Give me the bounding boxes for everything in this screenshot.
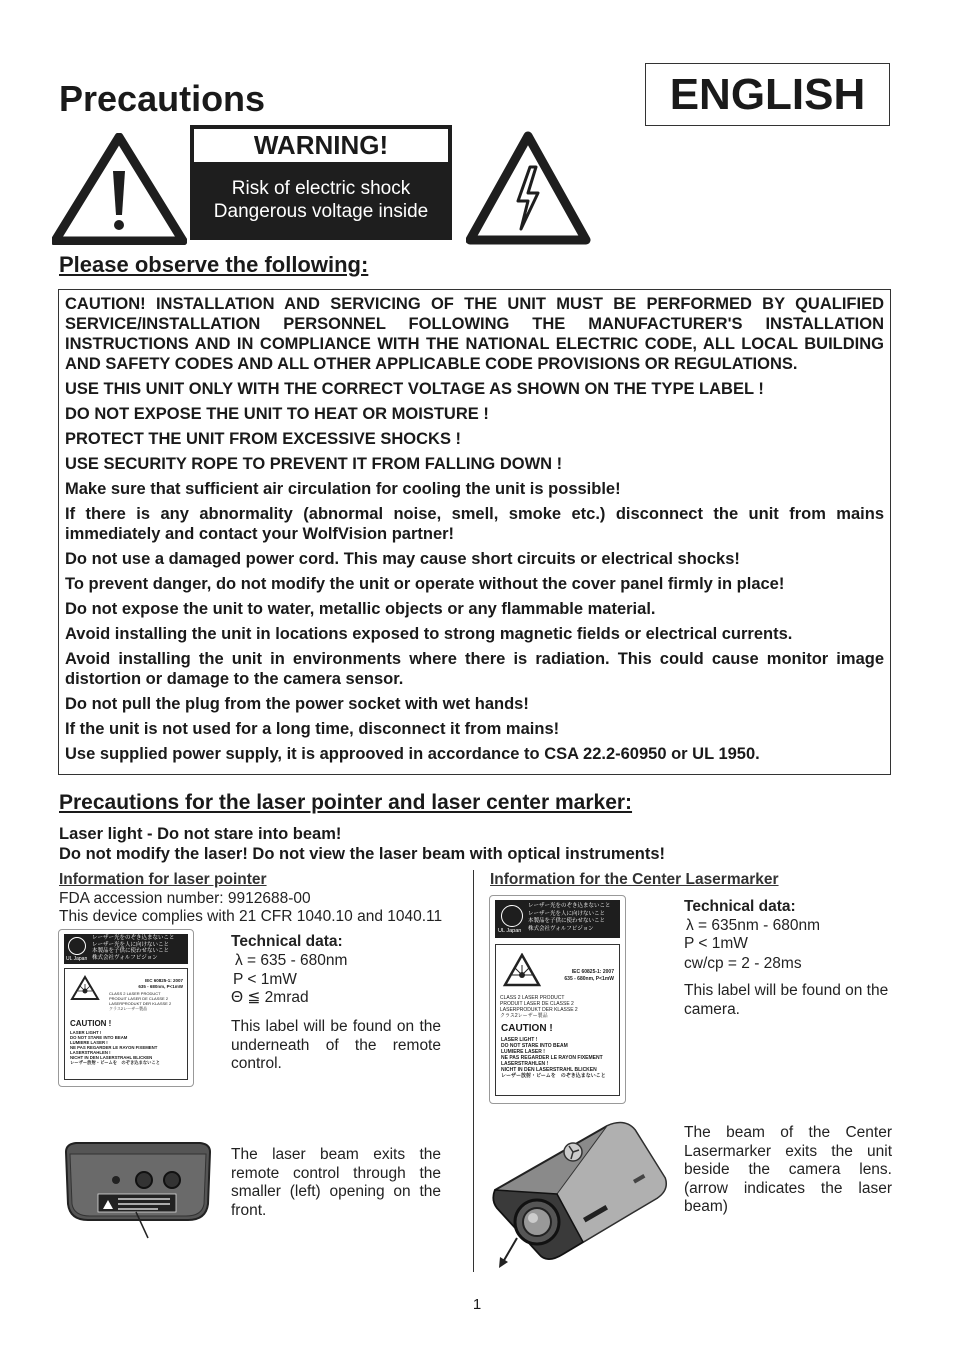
observe-heading: Please observe the following: <box>59 252 369 277</box>
label-class: クラス2レーザー製品 <box>109 1006 148 1011</box>
caution-item: USE SECURITY ROPE TO PREVENT IT FROM FALLING DOWN ! <box>65 455 563 473</box>
label-jp-line: レーザー光をのぞき込まないこと <box>92 935 175 941</box>
caution-item: Do not expose the unit to water, metallic objects or any flammable material. <box>65 600 656 618</box>
caution-item: Avoid installing the unit in environments where there is radiation. This could cause monitor image distortion or damage to the camera sensor. <box>65 650 884 688</box>
lasermarker-label-image <box>489 895 626 1104</box>
label-range: 635 - 680nm, P<1mW <box>564 975 614 982</box>
label-caution-line: DO NOT STARE INTO BEAM <box>501 1043 568 1049</box>
label-caution: CAUTION ! <box>501 1023 553 1034</box>
warning-panel <box>190 125 452 240</box>
caution-item: If the unit is not used for a long time, disconnect it from mains! <box>65 720 560 738</box>
caution-item: Avoid installing the unit in locations exposed to strong magnetic fields or electrical currents. <box>65 625 793 643</box>
label-caution-line: NE PAS REGARDER LE RAYON FIXEMENT <box>501 1055 603 1061</box>
label-caution-line: レーザー放射・ビームを のぞき込まないこと <box>70 1060 161 1065</box>
marker-tech-heading: Technical data: <box>684 898 796 915</box>
marker-beam-note: The beam of the Center Lasermarker exits the unit beside the camera lens. (arrow indicates the laser beam) <box>684 1124 892 1215</box>
label-class: クラス2レーザー製品 <box>500 1013 548 1019</box>
page-number: 1 <box>472 1296 482 1313</box>
warning-line-2: Dangerous voltage inside <box>213 201 429 222</box>
caution-item: DO NOT EXPOSE THE UNIT TO HEAT OR MOISTURE ! <box>65 405 489 423</box>
caution-item: Do not use a damaged power cord. This may cause short circuits or electrical shocks! <box>65 550 740 568</box>
label-caution-line: LASERSTRAHLEN ! <box>501 1061 549 1067</box>
label-caution-line: LUMIERE LASER ! <box>70 1040 108 1045</box>
label-class: PRODUIT LASER DE CLASSE 2 <box>500 1001 574 1007</box>
label-caution-line: LASER LIGHT ! <box>501 1037 538 1043</box>
caution-item: PROTECT THE UNIT FROM EXCESSIVE SHOCKS ! <box>65 430 462 448</box>
label-jp-line: レーザー光を人に向けないこと <box>528 910 606 917</box>
laser-label-image <box>58 929 194 1087</box>
marker-tech-power: P < 1mW <box>684 935 748 952</box>
remote-control-image <box>58 1138 218 1245</box>
label-caution-line: NICHT IN DEN LASERSTRAHL BLICKEN <box>501 1067 597 1073</box>
label-caution: CAUTION ! <box>70 1019 112 1028</box>
label-jp-line: 本製品を子供に使わせないこと <box>528 918 606 924</box>
caution-item: Do not pull the plug from the power socket with wet hands! <box>65 695 529 713</box>
label-caution-line: DO NOT STARE INTO BEAM <box>70 1035 128 1040</box>
label-class: LASERPRODUKT DER KLASSE 2 <box>500 1007 578 1013</box>
label-caution-line: レーザー放射・ビームを のぞき込まないこと <box>501 1073 606 1079</box>
label-ul: UL Japan <box>498 928 522 934</box>
exclamation-warning-icon <box>52 133 187 250</box>
language-box: ENGLISH <box>645 63 890 126</box>
laser-hazard-icon <box>502 953 542 987</box>
caution-list <box>58 289 891 775</box>
label-jp-line: 株式会社ヴォルフビジョン <box>92 954 158 961</box>
label-jp-line: レーザー光をのぞき込まないこと <box>528 903 611 909</box>
label-class: CLASS 2 LASER PRODUCT <box>109 991 161 996</box>
laser-pointer-heading: Information for laser pointer <box>59 871 267 888</box>
fda-number: FDA accession number: 9912688-00 <box>59 890 311 907</box>
label-range: 635 - 680nm, P<1mW <box>138 983 183 989</box>
warning-line-1: Risk of electric shock <box>231 178 411 199</box>
laser-warning-1: Laser light - Do not stare into beam! <box>59 825 342 843</box>
label-caution-line: LUMIERE LASER ! <box>501 1049 545 1055</box>
label-caution-line: NICHT IN DEN LASERSTRAHL BLICKEN <box>70 1055 153 1060</box>
label-class: CLASS 2 LASER PRODUCT <box>500 995 565 1001</box>
laser-heading: Precautions for the laser pointer and laser center marker: <box>59 791 633 814</box>
center-marker-heading: Information for the Center Lasermarker <box>490 871 779 888</box>
marker-label-note: This label will be found on the camera. <box>684 982 889 1018</box>
label-class: PRODUIT LASER DE CLASSE 2 <box>109 996 169 1001</box>
high-voltage-icon <box>466 131 591 250</box>
caution-item: Use supplied power supply, it is approoved in accordance to CSA 22.2-60950 or UL 1950. <box>65 745 760 763</box>
label-iec: IEC 60825-1: 2007 <box>144 978 183 983</box>
pse-mark-icon <box>501 905 523 927</box>
pointer-tech-divergence: Θ ≦ 2mrad <box>231 989 309 1006</box>
caution-item: Make sure that sufficient air circulation for cooling the unit is possible! <box>65 480 621 498</box>
label-jp-line: レーザー光を人に向けないこと <box>92 941 170 948</box>
laser-warning-2: Do not modify the laser! Do not view the laser beam with optical instruments! <box>59 845 666 863</box>
marker-tech-wavelength: λ = 635nm - 680nm <box>686 917 820 934</box>
caution-item: To prevent danger, do not modify the unit or operate without the cover panel firmly in place! <box>65 575 785 593</box>
label-ul: UL Japan <box>66 956 88 962</box>
column-divider <box>473 870 474 1272</box>
label-jp-line: 株式会社ヴォルフビジョン <box>528 925 594 932</box>
camera-image <box>487 1118 672 1273</box>
label-class: LASERPRODUKT DER KLASSE 2 <box>109 1001 172 1006</box>
caution-item: USE THIS UNIT ONLY WITH THE CORRECT VOLTAGE AS SHOWN ON THE TYPE LABEL ! <box>65 380 764 398</box>
label-iec: IEC 60825-1: 2007 <box>571 969 614 975</box>
label-caution-line: LASER LIGHT ! <box>70 1030 102 1035</box>
page-title: Precautions <box>59 78 266 119</box>
cfr-compliance: This device complies with 21 CFR 1040.10 and 1040.11 <box>59 908 443 925</box>
pointer-tech-power: P < 1mW <box>233 971 297 988</box>
pointer-beam-note: The laser beam exits the remote control through the smaller (left) opening on the front. <box>231 1146 441 1219</box>
warning-heading: WARNING! <box>194 129 448 162</box>
marker-tech-cwcp: cw/cp = 2 - 28ms <box>684 955 802 972</box>
caution-item: If there is any abnormality (abnormal noise, smell, smoke etc.) disconnect the unit from mains immediately and contact your WolfVision partner! <box>65 505 884 543</box>
pse-mark-icon <box>68 937 86 955</box>
warning-text <box>190 177 452 223</box>
label-caution-line: LASERSTRAHLEN ! <box>70 1050 111 1055</box>
caution-item: CAUTION! INSTALLATION AND SERVICING OF THE UNIT MUST BE PERFORMED BY QUALIFIED SERVICE/INSTALLATION PERSONNEL FOLLOWING THE MANUFACTURER'S INSTALLATION INSTRUCTIONS AND IN COMPLIANCE WITH THE NATIONAL ELECTRIC CODE, ALL LOCAL BUILDING AND SAFETY CODES AND ALL OTHER APPLICABLE CODE PROVISIONS OR REGULATIONS. <box>65 295 884 373</box>
pointer-tech-heading: Technical data: <box>231 933 343 950</box>
label-jp-line: 本製品を子供に使わせないこと <box>92 948 170 954</box>
pointer-tech-wavelength: λ = 635 - 680nm <box>235 952 348 969</box>
label-caution-line: NE PAS REGARDER LE RAYON FIXEMENT <box>70 1045 158 1050</box>
pointer-label-note: This label will be found on the underneath of the remote control. <box>231 1018 441 1072</box>
laser-hazard-icon <box>70 975 100 1001</box>
